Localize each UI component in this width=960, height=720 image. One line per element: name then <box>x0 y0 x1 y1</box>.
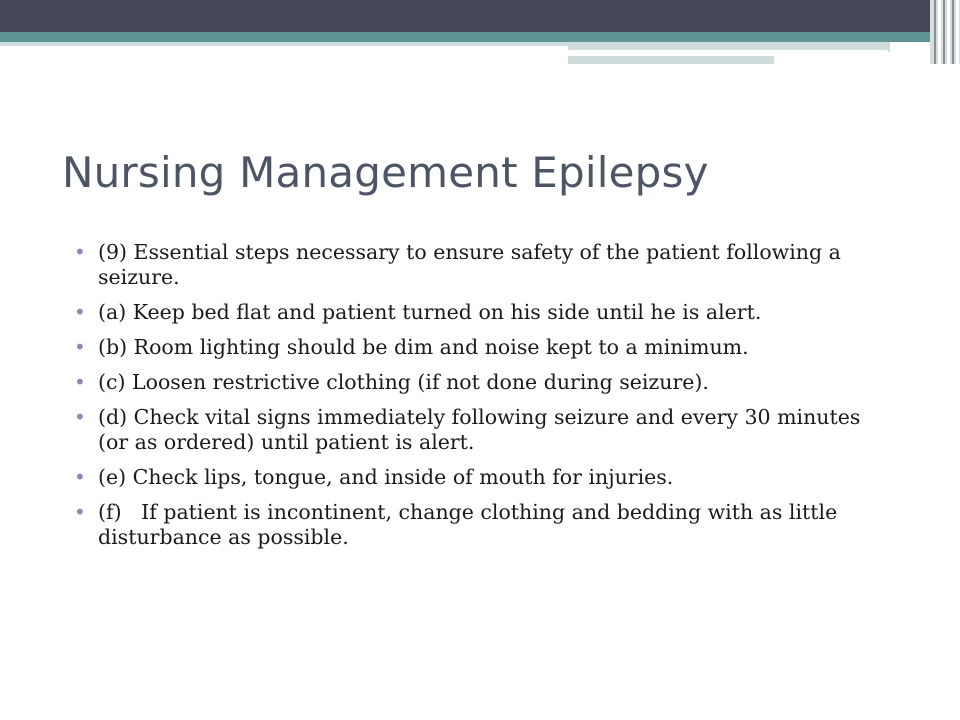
stripe <box>943 0 945 64</box>
top-teal-bar <box>0 32 960 42</box>
bullet-item <box>72 465 892 490</box>
bullet-item <box>72 240 892 290</box>
top-dark-bar <box>0 0 960 32</box>
bullet-icon: • <box>74 370 86 394</box>
top-light-bar-left <box>0 42 568 46</box>
bullet-text: (a) Keep bed flat and patient turned on his side until he is alert. <box>98 300 762 324</box>
bullet-icon: • <box>74 335 86 359</box>
slide-title: Nursing Management Epilepsy <box>62 148 709 197</box>
bullet-list <box>72 240 892 560</box>
bullet-item <box>72 500 892 550</box>
bullet-icon: • <box>74 405 86 429</box>
bullet-icon: • <box>74 240 86 264</box>
stripe <box>956 0 959 64</box>
stripe <box>952 0 954 64</box>
stripe <box>947 0 950 64</box>
top-light-bar-short <box>568 56 774 64</box>
bullet-icon: • <box>74 465 86 489</box>
bullet-icon: • <box>74 500 86 524</box>
bullet-text: (c) Loosen restrictive clothing (if not done during seizure). <box>98 370 709 394</box>
bullet-text: (d) Check vital signs immediately following seizure and every 30 minutes (or as ordered) until patient is alert. <box>98 405 861 454</box>
bullet-item <box>72 300 892 325</box>
bullet-text: (e) Check lips, tongue, and inside of mouth for injuries. <box>98 465 674 489</box>
bullet-icon: • <box>74 300 86 324</box>
bullet-text: (f) If patient is incontinent, change clothing and bedding with as little disturbance as possible. <box>98 500 844 549</box>
bullet-item <box>72 335 892 360</box>
bullet-text: (b) Room lighting should be dim and noise kept to a minimum. <box>98 335 749 359</box>
stripe <box>934 0 936 64</box>
stripe <box>938 0 941 64</box>
corner-stripes <box>930 0 960 64</box>
bullet-item <box>72 370 892 395</box>
top-divider-line <box>568 50 888 52</box>
bullet-item <box>72 405 892 455</box>
bullet-text: (9) Essential steps necessary to ensure safety of the patient following a seizure. <box>98 240 841 289</box>
